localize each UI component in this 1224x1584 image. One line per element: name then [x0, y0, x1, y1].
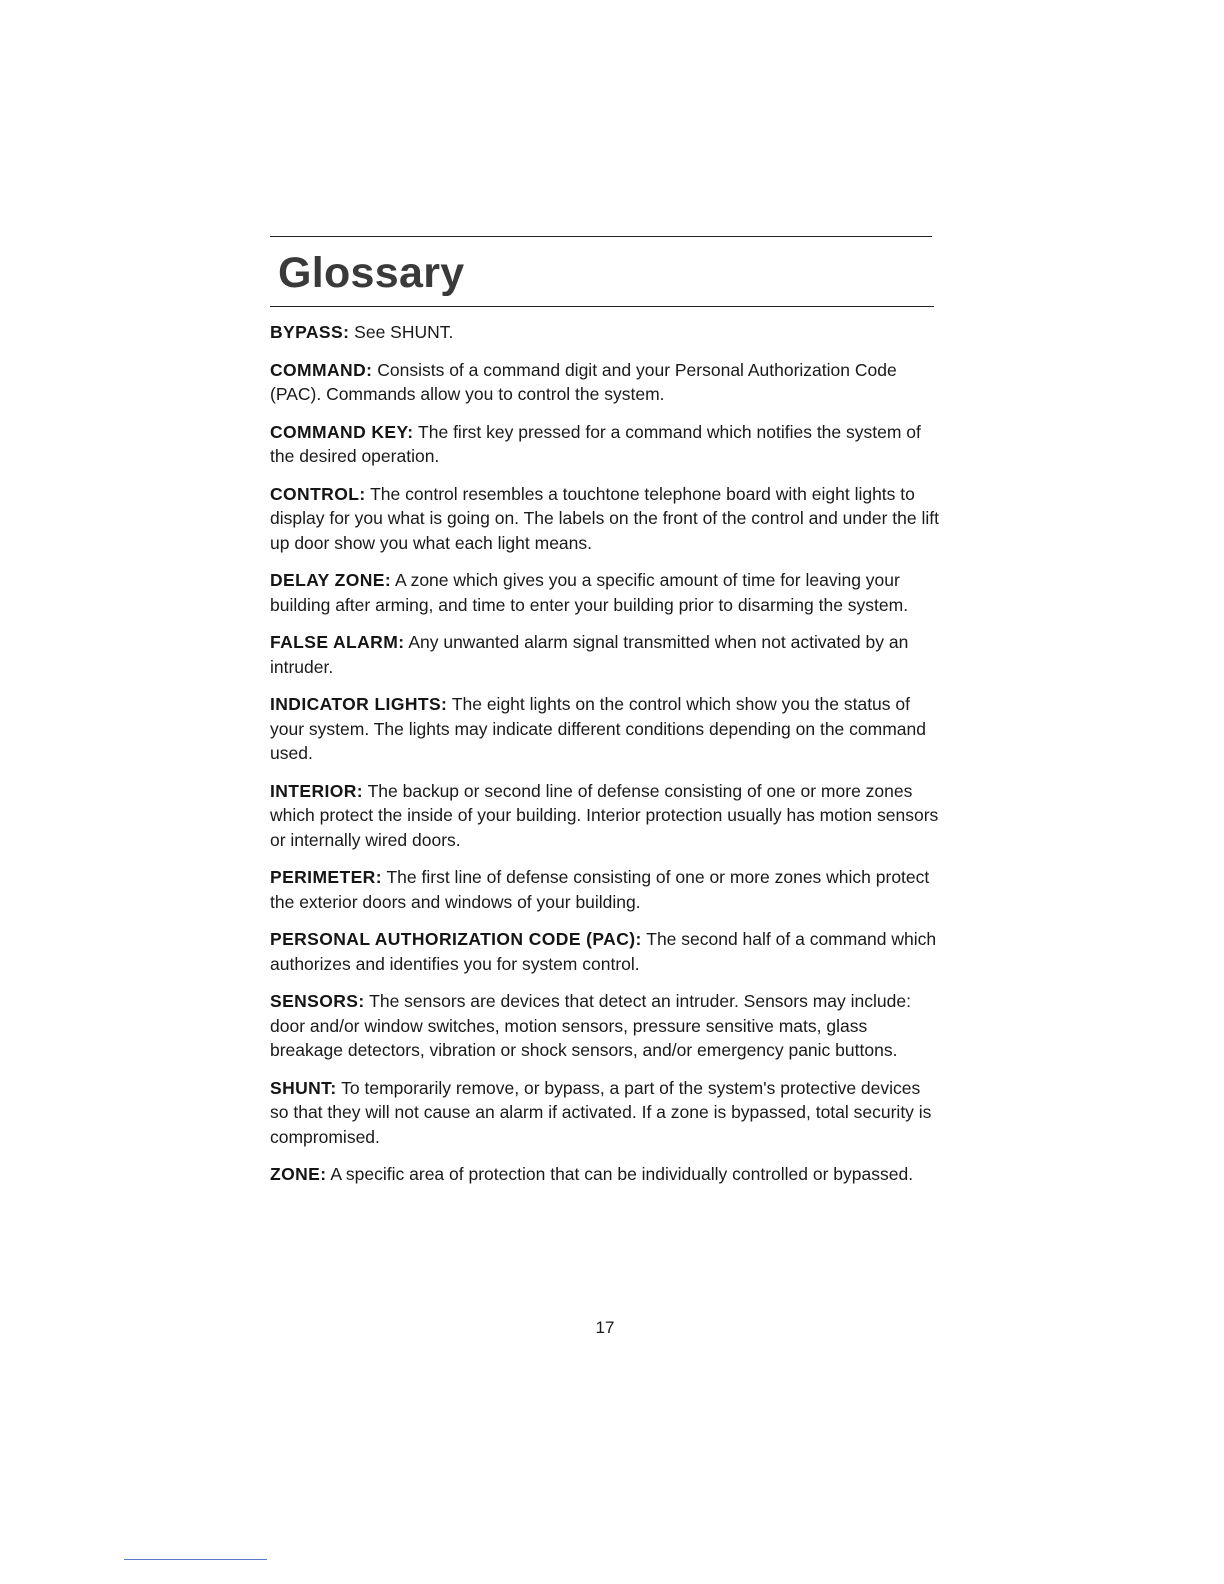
glossary-term: INTERIOR:	[270, 780, 364, 801]
glossary-entry-bypass	[270, 320, 940, 345]
glossary-term: PERIMETER:	[270, 867, 382, 887]
glossary-entry-zone	[270, 1162, 940, 1187]
glossary-term: BYPASS:	[270, 322, 350, 342]
glossary-term: SHUNT:	[270, 1077, 337, 1098]
glossary-definition: A specific area of protection that can be individually controlled or bypassed.	[330, 1164, 914, 1184]
glossary-term: COMMAND:	[270, 359, 373, 380]
glossary-term: SENSORS:	[270, 991, 365, 1011]
glossary-term: FALSE ALARM:	[270, 632, 405, 652]
glossary-definition: The backup or second line of defense consisting of one or more zones which protect the inside of your building. Interior protection usually has motion sensors or internally wired doors.	[270, 780, 939, 850]
glossary-definition: The first key pressed for a command which notifies the system of the desired operation.	[270, 421, 921, 466]
glossary-term: ZONE:	[270, 1164, 327, 1184]
page-title: Glossary	[278, 249, 465, 297]
glossary-term: DELAY ZONE:	[270, 570, 392, 590]
glossary-entry-control	[270, 482, 940, 556]
glossary-definition: The sensors are devices that detect an intruder. Sensors may include: door and/or window switches, motion sensors, pressure sensitive mats, glass breakage detectors, vibration or shock sensors, and/or emergency panic buttons.	[270, 991, 911, 1060]
glossary-list	[270, 320, 940, 1200]
glossary-definition: The eight lights on the control which show you the status of your system. The lights may indicate different conditions depending on the command used.	[270, 694, 926, 763]
glossary-definition: A zone which gives you a specific amount of time for leaving your building after arming, and time to enter your building prior to disarming the system.	[270, 570, 909, 615]
footer-rule	[124, 1559, 267, 1560]
glossary-entry-command-key	[270, 420, 940, 469]
glossary-definition: The second half of a command which authorizes and identifies you for system control.	[270, 929, 937, 974]
glossary-entry-interior	[270, 779, 940, 853]
glossary-entry-false-alarm	[270, 630, 940, 679]
glossary-term: CONTROL:	[270, 483, 366, 504]
glossary-definition: See SHUNT.	[354, 322, 454, 342]
glossary-term: COMMAND KEY:	[270, 421, 414, 442]
page-number: 17	[595, 1318, 615, 1337]
glossary-definition: To temporarily remove, or bypass, a part of the system's protective devices so that they will not cause an alarm if activated. If a zone is bypassed, total security is compromised.	[270, 1077, 932, 1147]
glossary-term: PERSONAL AUTHORIZATION CODE (PAC):	[270, 929, 642, 949]
glossary-entry-delay-zone	[270, 568, 940, 617]
glossary-term: INDICATOR LIGHTS:	[270, 694, 448, 714]
glossary-entry-sensors	[270, 989, 940, 1063]
glossary-entry-shunt	[270, 1076, 940, 1150]
glossary-entry-indicator-lights	[270, 692, 940, 766]
glossary-definition: The first line of defense consisting of one or more zones which protect the exterior doors and windows of your building.	[270, 867, 930, 912]
glossary-entry-command	[270, 358, 940, 407]
glossary-entry-pac	[270, 927, 940, 976]
title-top-rule	[270, 236, 932, 237]
glossary-definition: Any unwanted alarm signal transmitted when not activated by an intruder.	[270, 632, 909, 677]
glossary-definition: The control resembles a touchtone telephone board with eight lights to display for you what is going on. The labels on the front of the control and under the lift up door show you what each light means.	[270, 483, 939, 553]
glossary-definition: Consists of a command digit and your Personal Authorization Code (PAC). Commands allow you to control the system.	[270, 359, 897, 404]
glossary-entry-perimeter	[270, 865, 940, 914]
title-bottom-rule	[270, 306, 934, 307]
